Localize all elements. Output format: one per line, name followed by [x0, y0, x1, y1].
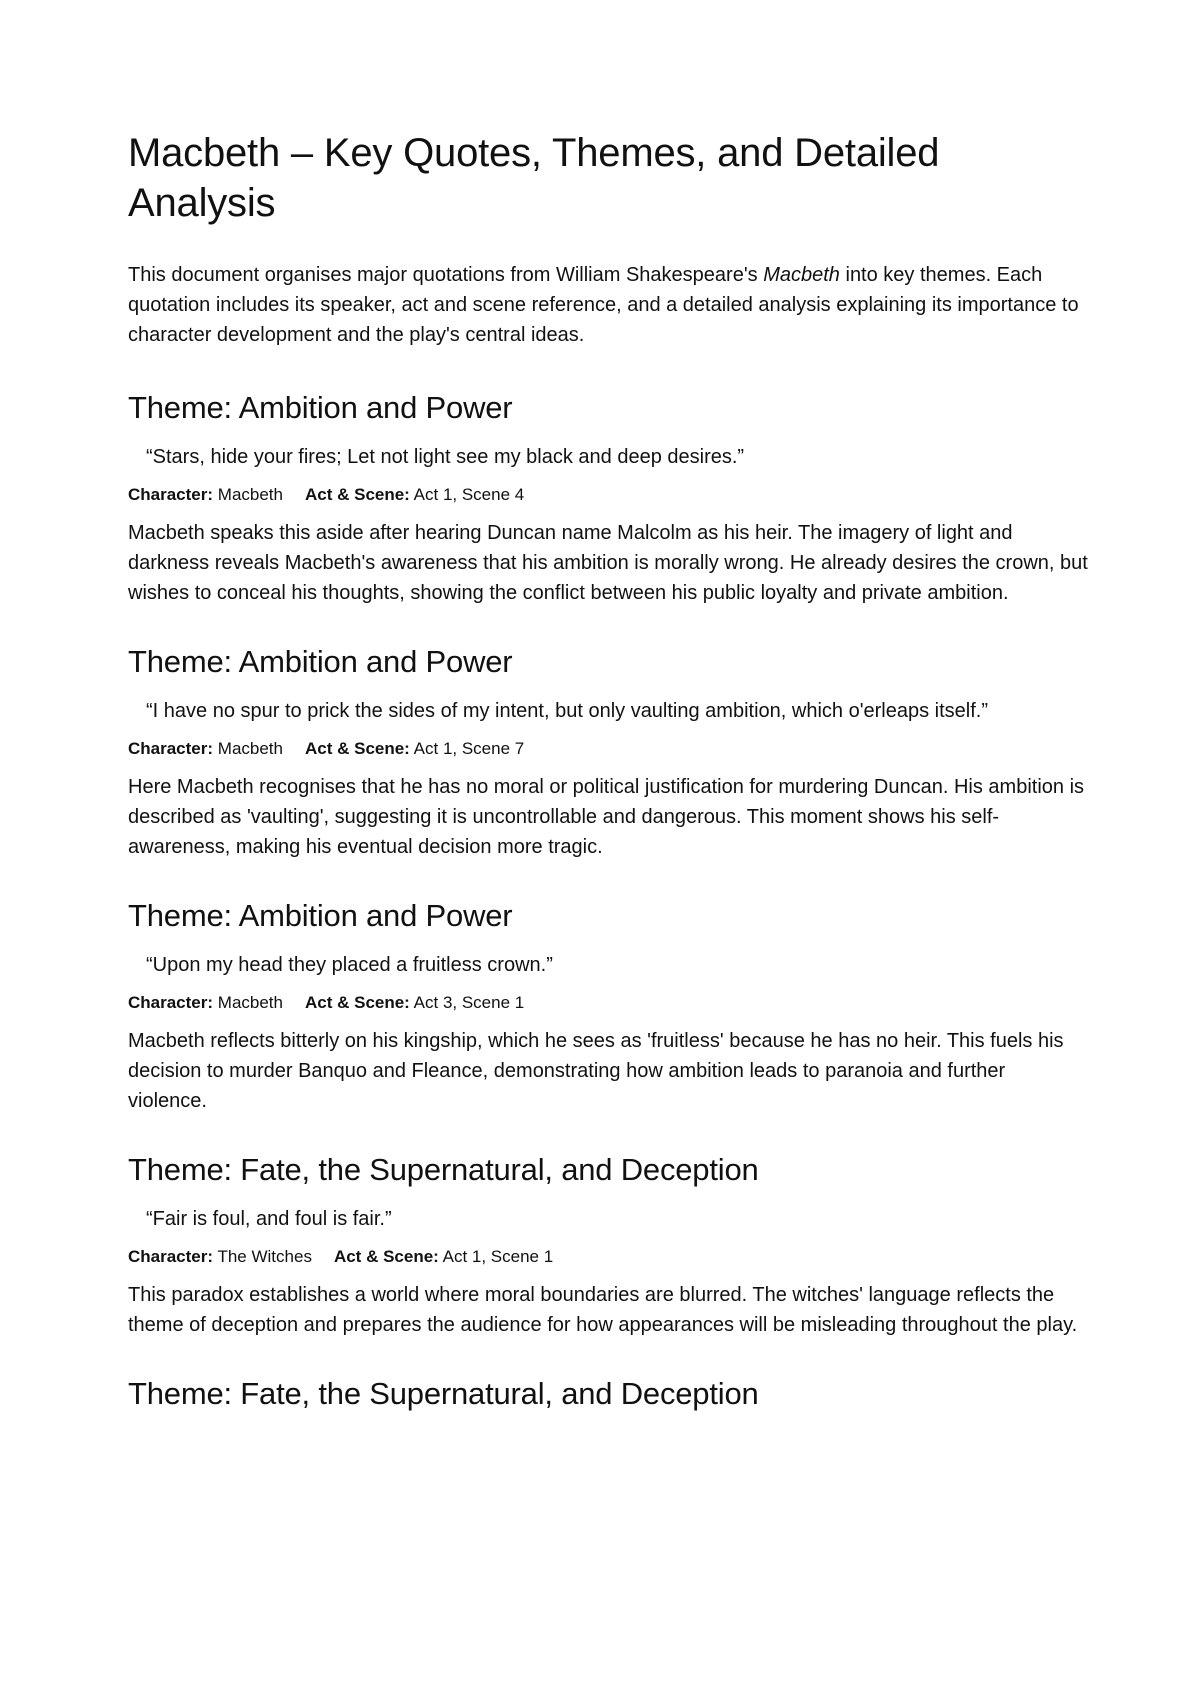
quote-text: “Upon my head they placed a fruitless crown.”: [146, 954, 553, 976]
theme-heading: Theme: Ambition and Power: [128, 898, 513, 933]
character-label: Character:: [128, 993, 214, 1012]
theme-section: [128, 388, 1088, 608]
theme-heading: Theme: Ambition and Power: [128, 644, 513, 679]
document-page: [128, 128, 1088, 1448]
act-scene-label: Act & Scene:: [304, 739, 410, 758]
quote-text: “Fair is foul, and foul is fair.”: [146, 1208, 392, 1230]
act-scene-value: Act 1, Scene 7: [413, 739, 525, 758]
character-value: Macbeth: [217, 993, 283, 1012]
intro-text-start: This document organises major quotations from William Shakespeare's: [128, 264, 764, 286]
analysis-text: Here Macbeth recognises that he has no moral or political justification for murdering Duncan. His ambition is described as 'vaulting', suggesting it is uncontrollable and dangerous. This moment shows his self-awareness, making his eventual decision more tragic.: [128, 776, 1085, 858]
quote-meta: [128, 736, 1088, 762]
intro-text-end: into key themes. Each quotation includes its speaker, act and scene reference, and a detailed analysis explaining its importance to character development and the play's central ideas.: [128, 264, 1079, 346]
act-scene-value: Act 1, Scene 1: [442, 1247, 554, 1266]
theme-section: [128, 642, 1088, 862]
character-label: Character:: [128, 1247, 214, 1266]
character-value: The Witches: [217, 1247, 312, 1266]
quote-text: “Stars, hide your fires; Let not light see my black and deep desires.”: [146, 446, 745, 468]
theme-heading: Theme: Fate, the Supernatural, and Deception: [128, 1152, 759, 1187]
quote-meta: [128, 1244, 1088, 1270]
character-label: Character:: [128, 739, 214, 758]
act-scene-label: Act & Scene:: [333, 1247, 439, 1266]
intro-play-title: Macbeth: [763, 264, 840, 286]
analysis-text: This paradox establishes a world where moral boundaries are blurred. The witches' language reflects the theme of deception and prepares the audience for how appearances will be misleading throughout the play.: [128, 1284, 1078, 1336]
act-scene-value: Act 3, Scene 1: [413, 993, 525, 1012]
theme-section: [128, 1150, 1088, 1340]
act-scene-label: Act & Scene:: [304, 993, 410, 1012]
character-value: Macbeth: [217, 739, 283, 758]
intro-paragraph: [128, 260, 1088, 350]
analysis-text: Macbeth speaks this aside after hearing Duncan name Malcolm as his heir. The imagery of light and darkness reveals Macbeth's awareness that his ambition is morally wrong. He already desires the crown, but wishes to conceal his thoughts, showing the conflict between his public loyalty and private ambition.: [128, 522, 1088, 604]
analysis-text: Macbeth reflects bitterly on his kingship, which he sees as 'fruitless' because he has no heir. This fuels his decision to murder Banquo and Fleance, demonstrating how ambition leads to paranoia and further violence.: [128, 1030, 1064, 1112]
document-title: Macbeth – Key Quotes, Themes, and Detailed Analysis: [128, 131, 940, 225]
act-scene-label: Act & Scene:: [304, 485, 410, 504]
theme-heading: Theme: Ambition and Power: [128, 390, 513, 425]
character-value: Macbeth: [217, 485, 283, 504]
theme-heading: Theme: Fate, the Supernatural, and Deception: [128, 1376, 759, 1411]
theme-section: [128, 1374, 1088, 1414]
act-scene-value: Act 1, Scene 4: [413, 485, 525, 504]
quote-meta: [128, 990, 1088, 1016]
character-label: Character:: [128, 485, 214, 504]
quote-text: “I have no spur to prick the sides of my intent, but only vaulting ambition, which o'erleaps itself.”: [146, 700, 989, 722]
theme-section: [128, 896, 1088, 1116]
quote-meta: [128, 482, 1088, 508]
